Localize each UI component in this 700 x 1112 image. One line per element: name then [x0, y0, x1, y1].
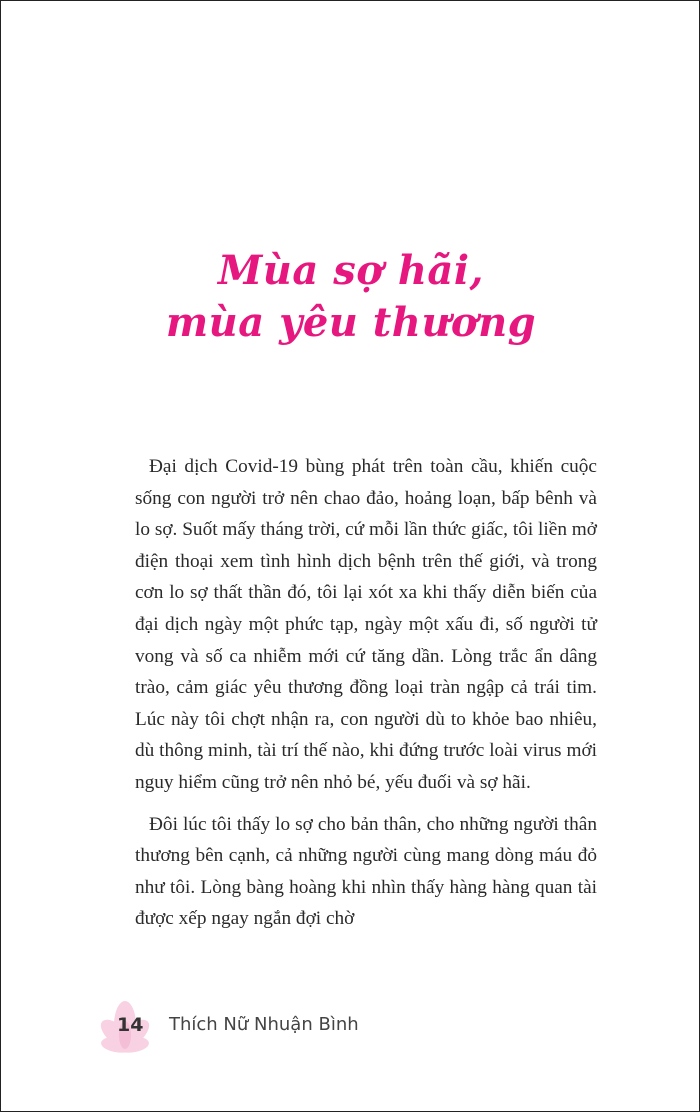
chapter-title-line-2: mùa yêu thương [165, 299, 537, 346]
page-number: 14 [117, 1014, 144, 1036]
footer-author: Thích Nữ Nhuận Bình [169, 1014, 359, 1035]
chapter-title-line-1: Mùa sợ hãi, [218, 247, 484, 294]
body-text [135, 451, 597, 935]
paragraph-1: Đại dịch Covid-19 bùng phát trên toàn cầu, khiến cuộc sống con người trở nên chao đảo, hoảng loạn, bấp bênh và lo sợ. Suốt mấy tháng trời, cứ mỗi lần thức giấc, tôi liền mở điện thoại xem tình hình dịch bệnh trên thế giới, và trong cơn lo sợ thất thần đó, tôi lại xót xa khi thấy diễn biến của đại dịch ngày một phức tạp, ngày một xấu đi, số người tử vong và số ca nhiễm mới cứ tăng dần. Lòng trắc ẩn dâng trào, cảm giác yêu thương đồng loại tràn ngập cả trái tim. Lúc này tôi chợt nhận ra, con người dù to khỏe bao nhiêu, dù thông minh, tài trí thế nào, khi đứng trước loài virus mới nguy hiểm cũng trở nên nhỏ bé, yếu đuối và sợ hãi. [135, 456, 597, 793]
paragraph-2: Đôi lúc tôi thấy lo sợ cho bản thân, cho những người thân thương bên cạnh, cả những người cùng mang dòng máu đỏ như tôi. Lòng bàng hoàng khi nhìn thấy hàng hàng quan tài được xếp ngay ngắn đợi chờ [135, 813, 597, 930]
